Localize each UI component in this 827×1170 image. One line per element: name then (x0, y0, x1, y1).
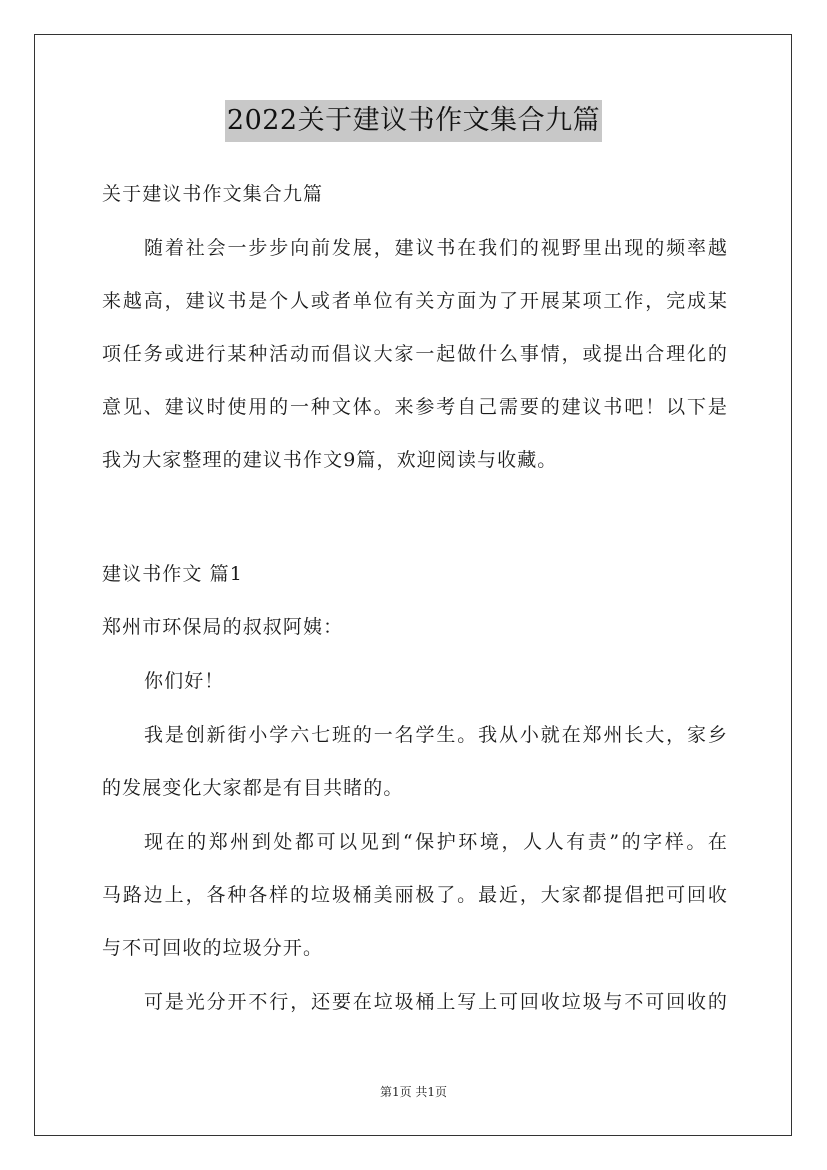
intro-line-4: 意见、建议时使用的一种文体。来参考自己需要的建议书吧！以下是 (102, 396, 728, 418)
body-line-1: 我是创新街小学六七班的一名学生。我从小就在郑州长大，家乡 (144, 724, 728, 746)
body-line-2: 的发展变化大家都是有目共睹的。 (102, 777, 404, 799)
document-subtitle: 关于建议书作文集合九篇 (102, 183, 324, 205)
title-container (0, 100, 827, 142)
body-line-4: 马路边上，各种各样的垃圾桶美丽极了。最近，大家都提倡把可回收 (102, 884, 728, 906)
intro-line-1: 随着社会一步步向前发展，建议书在我们的视野里出现的频率越 (144, 237, 728, 259)
section-heading: 建议书作文 篇1 (102, 563, 243, 585)
intro-line-2: 来越高，建议书是个人或者单位有关方面为了开展某项工作，完成某 (102, 290, 728, 312)
intro-line-3: 项任务或进行某种活动而倡议大家一起做什么事情，或提出合理化的 (102, 343, 728, 365)
page-footer: 第1页 共1页 (379, 1085, 448, 1099)
intro-line-5: 我为大家整理的建议书作文9篇，欢迎阅读与收藏。 (102, 449, 558, 471)
body-line-6: 可是光分开不行，还要在垃圾桶上写上可回收垃圾与不可回收的 (144, 991, 728, 1013)
document-title: 2022关于建议书作文集合九篇 (225, 100, 602, 142)
body-line-3: 现在的郑州到处都可以见到“保护环境，人人有责”的字样。在 (144, 831, 728, 853)
greeting: 你们好！ (144, 670, 225, 692)
salutation: 郑州市环保局的叔叔阿姨： (102, 616, 344, 638)
body-line-5: 与不可回收的垃圾分开。 (102, 937, 324, 959)
